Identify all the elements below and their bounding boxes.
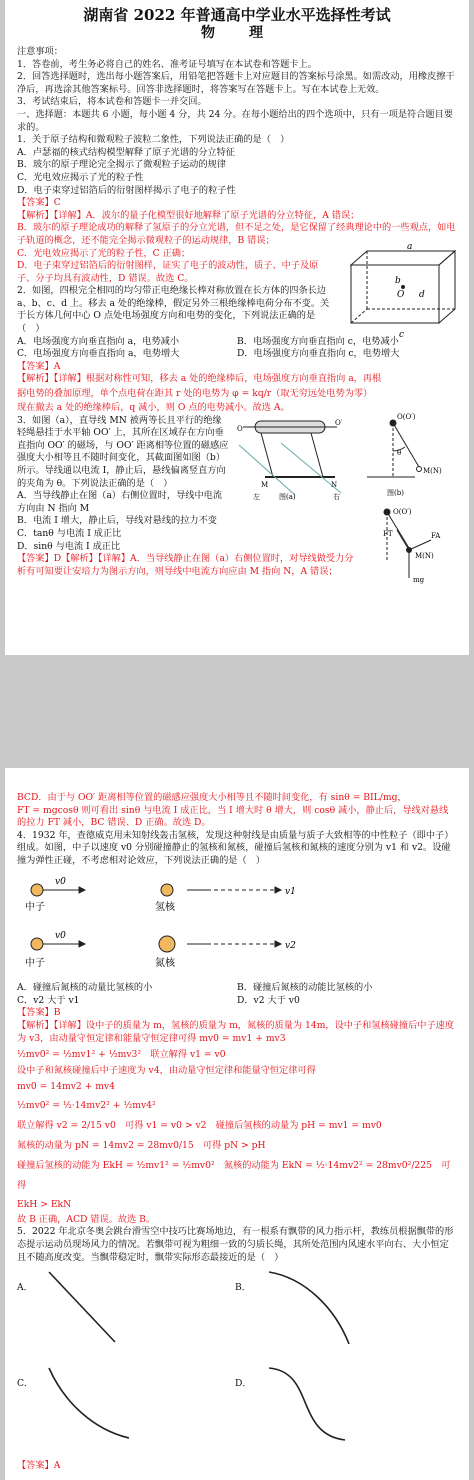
figure-b (353, 411, 457, 501)
force-diagram (357, 502, 457, 586)
q3-continued-line: BCD．由于与 OO′ 距离相等位置的磁感应强度大小相等且不随时间变化，有 sinθ = BIL/mg， (17, 792, 407, 803)
axis-label-o: O (237, 424, 243, 433)
collision-figure (17, 868, 457, 978)
edge-label-c: c (399, 330, 405, 340)
q4-analysis-line: 碰撞后氢核的动能为 EkH = ½mv1² = ½mv0² 氮核的动能为 EkN = ½·14mv2² = 28mv0²/225 可得 (17, 1159, 451, 1191)
q4-option-b: B．碰撞后氮核的动能比氢核的小 (237, 982, 373, 994)
question-5-stem: 5．2022 年北京冬奥会跳台滑雪空中技巧比赛场地边，有一根系有飘带的风力指示杆，教练员根据飘带的形态提示运动员现场风力的情况。若飘带可视为粗细一致的匀质长绳，其所处范围内风速水平向右、大小恒定且不随高度改变。当飘带稳定时，飘带实际形态最接近的是（ ） (17, 1226, 454, 1263)
wire-end-m: M (261, 480, 269, 489)
q4-option-c: C．v2 大于 v1 (17, 994, 80, 1006)
q5-option-b[interactable]: B． (235, 1282, 251, 1294)
q1-option-a: A．卢瑟福的核式结构模型解释了原子光谱的分立特征 (17, 146, 235, 158)
tension-label: FT (383, 529, 393, 538)
wire-point-label: M(N) (415, 551, 434, 560)
notice-heading: 注意事项： (17, 46, 63, 57)
q4-analysis-line: ½mv0² = ½·14mv2² + ½mv4² (17, 1099, 156, 1111)
label-v2: v2 (285, 940, 296, 951)
q1-analysis-line: D．电子束穿过铝箔后的衍射图样，证实了电子的波动性，质子、中子及原子、分子均具有波动性，D 错误。故选 C。 (17, 260, 319, 284)
q1-option-c: C．光电效应揭示了光的粒子性 (17, 171, 144, 183)
ribbon-shape-a (45, 1268, 125, 1348)
q2-option-a: A．电场强度方向垂直指向 a，电势减小 (17, 335, 180, 347)
figure-a-caption: 图(a) (279, 492, 296, 501)
q4-analysis-line: EkH > EkN (17, 1198, 72, 1210)
q2-analysis-line: 现在撤去 a 处的绝缘棒后，q 减小，则 O 点的电势减小。故选 A。 (17, 402, 290, 414)
q5-answer: 【答案】A (17, 1460, 61, 1472)
gravity-label: mg (413, 575, 425, 584)
notice-item: 1．答卷前，考生务必将自己的姓名、准考证号填写在本试卷和答题卡上。 (17, 58, 317, 70)
figure-b-caption: 图(b) (387, 488, 404, 497)
left-label: 左 (253, 492, 260, 501)
q4-analysis-line: 氮核的动量为 pN = 14mv2 = 28mv0/15 可得 pN > pH (17, 1139, 266, 1151)
q5-option-a[interactable]: A． (17, 1282, 33, 1294)
section-heading: 一、选择题：本题共 6 小题，每小题 4 分，共 24 分。在每小题给出的四个选项中，只有一项是符合题目要求的。 (17, 108, 453, 133)
q1-answer: 【答案】C (17, 197, 61, 209)
subject-title: 物 理 (201, 25, 273, 41)
q4-analysis-line: 联立解得 v2 = 2/15 v0 可得 v1 = v0 > v2 碰撞后氢核的动量为 pH = mv1 = mv0 (17, 1119, 382, 1131)
q1-analysis-line: B．玻尔的原子理论成功的解释了氢原子的分立光谱，但不足之处，是它保留了经典理论中的一些观点，如电子轨道的概念，还不能完全揭示微观粒子的运动规律，B 错误； (17, 222, 456, 246)
q4-option-d: D．v2 大于 v0 (237, 994, 300, 1006)
edge-label-a: a (407, 243, 413, 253)
page-1 (5, 0, 469, 655)
wire-end-n: N (331, 480, 338, 489)
angle-theta: θ (397, 448, 402, 457)
label-neutron: 中子 (25, 901, 45, 913)
q3-option-a: A．当导线静止在图（a）右侧位置时，导线中电流方向由 N 指向 M (17, 490, 223, 514)
axis-label-oo: O(O′) (397, 412, 416, 421)
q2-option-b: B．电场强度方向垂直指向 c，电势减小 (237, 335, 399, 347)
notice-item: 3．考试结束后，将本试卷和答题卡一并交回。 (17, 96, 207, 108)
q3-option-b: B．电流 I 增大，静止后，导线对悬线的拉力不变 (17, 515, 217, 527)
center-label-o: O (397, 290, 405, 301)
q2-analysis-line: 【解析】【详解】根据对称性可知，移去 a 处的绝缘棒后，电场强度方向垂直指向 a，再根 (17, 373, 382, 385)
q5-options (17, 1264, 457, 1460)
label-hydrogen: 氢核 (155, 901, 175, 913)
question-3-stem: 3．如图（a），直导线 MN 被两等长且平行的绝缘轻绳悬挂于水平轴 OO′ 上，其所在区域存在方向垂直指向 OO′ 的磁场，与 OO′ 距离相等位置的磁感应强度大小相等且不随时间变化，其截面图如图（b）所示。导线通以电流 I，静止后，悬线偏离竖直方向的夹角为 θ。下列说法正确的是（ ） (17, 414, 229, 489)
ampere-force-label: FA (431, 531, 441, 540)
wire-label-mn: M(N) (423, 466, 442, 475)
q2-option-d: D．电场强度方向垂直指向 c，电势增大 (237, 348, 400, 360)
ribbon-shape-c (45, 1364, 135, 1444)
q3-answer: 【答案】D【解析】【详解】A．当导线静止在图（a）右侧位置时，对导线做受力分析有可知要让安培力为图示方向，则导线中电流方向应由 M 指向 N，A 错误； (17, 553, 354, 577)
q3-option-d: D．sinθ 与电流 I 成正比 (17, 540, 121, 552)
q5-option-c[interactable]: C． (17, 1378, 34, 1390)
edge-label-d: d (419, 290, 425, 301)
page-2 (5, 768, 469, 1480)
q3-continued-line: FT = mgcosθ 则可看出 sinθ 与电流 I 成正比，当 I 增大时 θ 增大，则 cosθ 减小，静止后，导线对悬线的拉力 FT 减小，BC 错误、D 正确。故选 D。 (17, 804, 449, 829)
label-v0-b: v0 (55, 930, 66, 941)
q1-option-d: D．电子束穿过铝箔后的衍射图样揭示了电子的粒子性 (17, 184, 236, 196)
ribbon-shape-b (265, 1268, 355, 1348)
ribbon-shape-d (265, 1364, 355, 1444)
q4-analysis-line: ½mv0² = ½mv1² + ½mv3² 联立解得 v1 = v0 (17, 1049, 226, 1061)
right-label: 右 (333, 492, 340, 501)
cuboid-figure (347, 243, 459, 339)
question-2-stem: 2．如图，四根完全相同的均匀带正电绝缘长棒对称放置在长方体的四条长边 a、b、c、d 上。移去 a 处的绝缘棒，假定另外三根绝缘棒电荷分布不变。关于长方体几何中心 O 点处电场强度方向和电势的变化，下列说法正确的是（ ） (17, 285, 330, 335)
q2-answer: 【答案】A (17, 360, 61, 372)
q4-answer: 【答案】B (17, 1007, 61, 1019)
figure-a (235, 415, 345, 501)
edge-label-b: b (395, 276, 401, 287)
exam-title: 湖南省 2022 年普通高中学业水平选择性考试 (83, 6, 391, 24)
label-v0: v0 (55, 876, 66, 887)
q4-analysis-line: 【解析】【详解】设中子的质量为 m，氢核的质量为 m，氮核的质量为 14m，设中子和氢核碰撞后中子速度为 v3，由动量守恒定律和能量守恒定律可得 mv0 = mv1 + mv3 (17, 1019, 455, 1044)
q5-option-d[interactable]: D． (235, 1378, 252, 1390)
q1-analysis-line: C．光电效应揭示了光的粒子性，C 正确； (17, 247, 191, 259)
notice-item: 2．回答选择题时，选出每小题答案后，用铅笔把答题卡上对应题目的答案标号涂黑。如需改动，用橡皮擦干净后，再选涂其他答案标号。回答非选择题时，将答案写在答题卡上。写在本试卷上无效。 (17, 71, 455, 95)
label-neutron-b: 中子 (25, 957, 45, 969)
q2-option-c: C．电场强度方向垂直指向 a，电势增大 (17, 348, 180, 360)
q2-analysis-line: 据电势的叠加原理，单个点电荷在距其 r 处的电势为 φ = kq/r（取无穷远处电势为零） (17, 388, 373, 400)
q4-analysis-line: 设中子和氮核碰撞后中子速度为 v4，由动量守恒定律和能量守恒定律可得 (17, 1065, 316, 1077)
question-1-stem: 1．关于原子结构和微观粒子波粒二象性，下列说法正确的是（ ） (17, 134, 290, 146)
pivot-label: O(O′) (393, 507, 412, 516)
q3-option-c: C．tanθ 与电流 I 成正比 (17, 527, 122, 539)
q4-option-a: A．碰撞后氮核的动量比氢核的小 (17, 982, 153, 994)
q1-analysis-line: 【解析】【详解】A．波尔的量子化模型很好地解释了原子光谱的分立特征，A 错误； (17, 209, 360, 221)
q4-analysis-line: mv0 = 14mv2 + mv4 (17, 1080, 116, 1092)
label-v1: v1 (285, 886, 296, 897)
question-4-stem: 4．1932 年，查德威克用未知射线轰击氢核，发现这种射线是由质量与质子大致相等的中性粒子（即中子）组成。如图，中子以速度 v0 分别碰撞静止的氢核和氮核，碰撞后氢核和氮核的速度分别为 v1 和 v2。设碰撞为弹性正碰，不考虑相对论效应，下列说法正确的是（ ） (17, 829, 454, 866)
q1-option-b: B．玻尔的原子理论完全揭示了微观粒子运动的规律 (17, 159, 226, 171)
label-nitrogen: 氮核 (155, 957, 175, 969)
q4-analysis-line: 故 B 正确，ACD 错误。故选 B。 (17, 1213, 156, 1225)
axis-label-o-prime: O′ (335, 418, 343, 427)
